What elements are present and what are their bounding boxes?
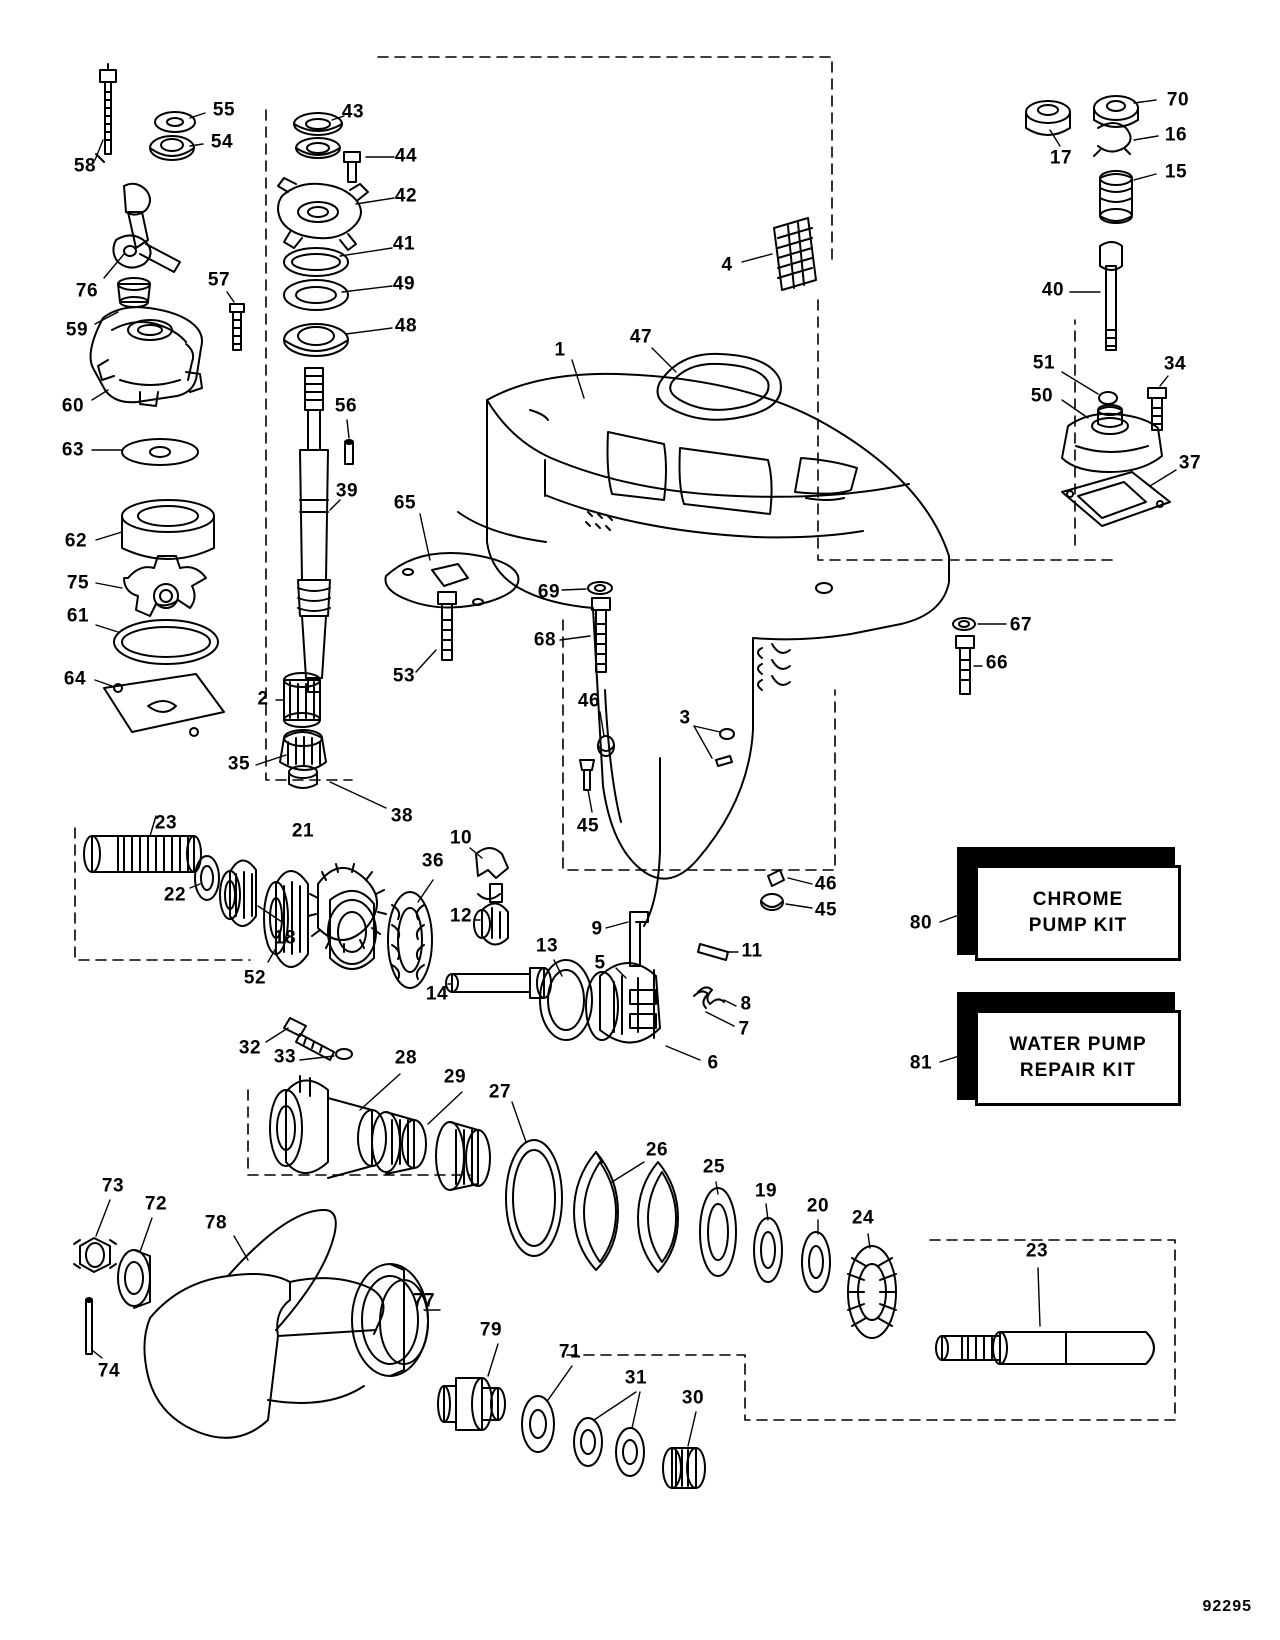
callout-28: 28 (394, 1047, 418, 1069)
part-63-plate (122, 439, 198, 465)
callout-63: 63 (61, 439, 85, 461)
part-65-anode-plate (385, 553, 518, 608)
part-36-thrust-bearing (388, 892, 432, 988)
callout-41: 41 (392, 233, 416, 255)
callout-10: 10 (449, 827, 473, 849)
callout-5: 5 (594, 952, 606, 974)
part-8-spring (694, 987, 724, 1008)
part-73-prop-nut (74, 1238, 116, 1272)
callout-73: 73 (101, 1175, 125, 1197)
callout-49: 49 (392, 273, 416, 295)
callout-37: 37 (1178, 452, 1202, 474)
part-71-washer (522, 1396, 554, 1452)
water-pump-repair-kit-box (975, 1010, 1175, 1100)
callout-6: 6 (707, 1052, 719, 1074)
part-42-pump-body (278, 178, 368, 250)
callout-13: 13 (535, 935, 559, 957)
part-62-cup (122, 500, 214, 559)
part-33-washer (336, 1049, 352, 1059)
part-22-washer (195, 856, 219, 900)
callout-27: 27 (488, 1081, 512, 1103)
callout-58: 58 (73, 155, 97, 177)
part-67-washer (953, 618, 975, 630)
part-44-screw (296, 138, 360, 182)
callout-15: 15 (1164, 161, 1188, 183)
callout-52: 52 (243, 967, 267, 989)
part-12-shift-cam (474, 903, 508, 944)
part-79-spacer (438, 1378, 505, 1430)
part-28-carrier (270, 1076, 386, 1178)
callout-12: 12 (449, 905, 473, 927)
callout-31: 31 (624, 1367, 648, 1389)
part-45-screw-lower (761, 894, 783, 910)
callout-23: 23 (154, 812, 178, 834)
part-24-bearing-race (848, 1246, 896, 1338)
callout-17: 17 (1049, 147, 1073, 169)
callout-8: 8 (740, 993, 752, 1015)
callout-35: 35 (227, 753, 251, 775)
callout-11: 11 (741, 940, 763, 962)
part-41-o-ring (284, 248, 348, 276)
water-pump-kit-label (975, 1010, 1181, 1106)
callout-44: 44 (394, 145, 418, 167)
callout-70: 70 (1166, 89, 1190, 111)
part-31-washer-b (616, 1428, 644, 1476)
callout-66: 66 (985, 652, 1009, 674)
part-50-shift-housing (1062, 405, 1162, 472)
part-18-clutch (220, 860, 256, 926)
part-40-shift-rod (1100, 242, 1122, 350)
chrome-pump-kit-label (975, 865, 1181, 961)
callout-75: 75 (66, 572, 90, 594)
callout-2: 2 (257, 688, 269, 710)
callout-42: 42 (394, 185, 418, 207)
part-2-bearing (284, 673, 320, 727)
part-58-bolt (96, 64, 116, 162)
callout-46: 46 (814, 873, 838, 895)
part-26-retaining-ring-b (638, 1162, 678, 1272)
part-26-retaining-ring-a (574, 1152, 618, 1270)
callout-25: 25 (702, 1156, 726, 1178)
group-outline (75, 57, 1175, 1420)
callout-71: 71 (558, 1341, 582, 1363)
chrome-kit-line2: PUMP KIT (1028, 915, 1128, 936)
callout-79: 79 (479, 1319, 503, 1341)
part-56-pin (345, 440, 353, 464)
part-46-plug-lower (768, 870, 784, 886)
part-61-gasket (114, 620, 218, 664)
callout-24: 24 (851, 1207, 875, 1229)
callout-20: 20 (806, 1195, 830, 1217)
part-27-o-ring (506, 1140, 562, 1256)
callout-57: 57 (207, 269, 231, 291)
part-31-washer-a (574, 1418, 602, 1466)
callout-32: 32 (238, 1037, 262, 1059)
callout-30: 30 (681, 1387, 705, 1409)
part-23-propshaft-lower (936, 1332, 1154, 1364)
part-76-lever (113, 184, 180, 272)
part-19-washer (754, 1218, 782, 1282)
callout-46: 46 (577, 690, 601, 712)
part-47-gasket (658, 354, 781, 420)
part-39-driveshaft (298, 368, 330, 692)
water-kit-line2: REPAIR KIT (1019, 1060, 1137, 1081)
callout-18: 18 (273, 927, 297, 949)
callout-7: 7 (738, 1018, 750, 1040)
chrome-pump-kit-box (975, 865, 1175, 955)
callout-29: 29 (443, 1066, 467, 1088)
callout-4: 4 (721, 254, 733, 276)
callout-21: 21 (291, 820, 315, 842)
chrome-kit-line1: CHROME (1032, 889, 1124, 911)
callout-51: 51 (1032, 352, 1056, 374)
part-51-ball (1099, 392, 1117, 404)
callout-77: 77 (412, 1290, 436, 1312)
callout-9: 9 (591, 918, 603, 940)
callout-64: 64 (63, 668, 87, 690)
part-49-washer (284, 280, 348, 310)
part-66-bolt (956, 636, 974, 694)
part-54-bearing (150, 136, 194, 160)
callout-53: 53 (392, 665, 416, 687)
callout-72: 72 (144, 1193, 168, 1215)
callout-40: 40 (1041, 279, 1065, 301)
part-3-pins (716, 729, 734, 766)
part-57-screw (230, 304, 244, 350)
callout-50: 50 (1030, 385, 1054, 407)
part-13-o-ring (540, 960, 592, 1040)
callout-55: 55 (212, 99, 236, 121)
callout-54: 54 (210, 131, 234, 153)
part-64-plate (104, 674, 224, 736)
callout-62: 62 (64, 530, 88, 552)
callout-36: 36 (421, 850, 445, 872)
part-69-washer (588, 582, 612, 594)
callout-60: 60 (61, 395, 85, 417)
callout-61: 61 (66, 605, 90, 627)
callout-14: 14 (425, 983, 449, 1005)
callout-38: 38 (390, 805, 414, 827)
part-30-bearing (663, 1448, 705, 1488)
part-43-seal (294, 113, 342, 135)
part-37-gasket (1062, 472, 1170, 526)
callout-45: 45 (576, 815, 600, 837)
callout-59: 59 (65, 319, 89, 341)
callout-47: 47 (629, 326, 653, 348)
part-55-washer (155, 112, 195, 132)
callout-19: 19 (754, 1180, 778, 1202)
callout-74: 74 (97, 1360, 121, 1382)
callout-26: 26 (645, 1139, 669, 1161)
callout-67: 67 (1009, 614, 1033, 636)
callout-48: 48 (394, 315, 418, 337)
part-23-propshaft-upper (84, 836, 201, 872)
callout-81: 81 (909, 1052, 933, 1074)
callout-34: 34 (1163, 353, 1187, 375)
callout-76: 76 (75, 280, 99, 302)
part-78-propeller (144, 1210, 428, 1438)
part-14-shaft (446, 968, 551, 998)
part-15-bushing (1100, 171, 1132, 223)
water-kit-line1: WATER PUMP (1009, 1034, 1147, 1056)
part-29-bearing (372, 1112, 426, 1174)
part-52-gear (264, 871, 308, 967)
callout-45: 45 (814, 899, 838, 921)
callout-65: 65 (393, 492, 417, 514)
part-53-bolt (438, 592, 456, 660)
part-59-impeller-hub (118, 278, 150, 307)
part-20-washer (802, 1232, 830, 1292)
callout-1: 1 (554, 339, 566, 361)
part-1-gearcase (458, 374, 949, 926)
part-9-retainer (630, 912, 648, 966)
part-74-pin (86, 1298, 92, 1354)
figure-number: 92295 (1202, 1598, 1252, 1615)
part-72-prop-washer (118, 1250, 150, 1308)
callout-69: 69 (537, 581, 561, 603)
part-16-clip (1094, 123, 1131, 156)
callout-39: 39 (335, 480, 359, 502)
callout-43: 43 (341, 101, 365, 123)
callout-3: 3 (679, 707, 691, 729)
part-45-screw (580, 760, 594, 790)
callout-22: 22 (163, 884, 187, 906)
part-11-pin (698, 944, 728, 960)
callout-68: 68 (533, 629, 557, 651)
callout-78: 78 (204, 1212, 228, 1234)
part-48-bearing (284, 324, 348, 356)
callout-80: 80 (909, 912, 933, 934)
callout-23: 23 (1025, 1240, 1049, 1262)
callout-56: 56 (334, 395, 358, 417)
callout-33: 33 (273, 1046, 297, 1068)
callout-16: 16 (1164, 124, 1188, 146)
part-29b-bearing (436, 1122, 490, 1190)
part-25-thrust-washer (700, 1188, 736, 1276)
part-4-grid (774, 218, 816, 290)
part-17-bushing (1026, 101, 1070, 135)
part-forward-gear (308, 864, 386, 969)
part-75-impeller (124, 556, 206, 616)
